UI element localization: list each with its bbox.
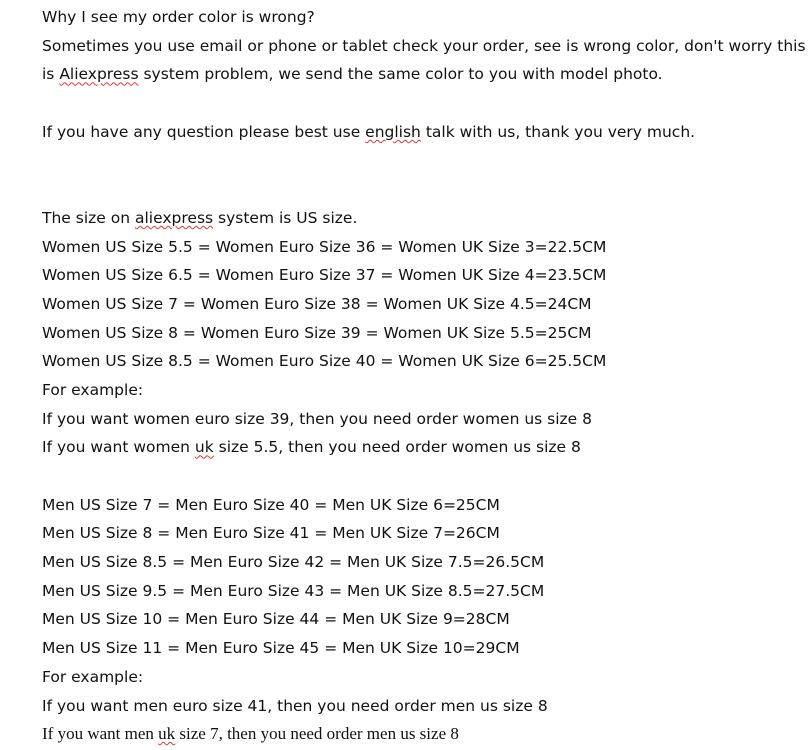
- order-color-explanation-line-2: [42, 60, 802, 89]
- text-fragment: talk with us, thank you very much.: [420, 122, 696, 141]
- women-size-row: Women US Size 7 = Women Euro Size 38 = Women UK Size 4.5=24CM: [42, 294, 592, 313]
- spellcheck-marked-word: aliexpress: [134, 208, 214, 227]
- women-example-line-2: [42, 433, 802, 462]
- blank-line: [42, 175, 802, 204]
- women-size-row: Women US Size 8 = Women Euro Size 39 = Women UK Size 5.5=25CM: [42, 323, 592, 342]
- text-fragment: system is US size.: [213, 208, 358, 227]
- size-intro: [42, 204, 802, 233]
- text-fragment: is: [42, 65, 60, 84]
- women-example-line-1: If you want women euro size 39, then you need order women us size 8: [42, 409, 593, 428]
- blank-line: [42, 462, 802, 491]
- blank-line: [42, 146, 802, 175]
- document-body: [42, 3, 806, 749]
- spellcheck-marked-word: english: [365, 122, 421, 141]
- women-example-heading: For example:: [42, 380, 144, 399]
- men-size-row: Men US Size 8.5 = Men Euro Size 42 = Men UK Size 7.5=26.5CM: [42, 553, 545, 572]
- men-example-heading: For example:: [42, 667, 144, 686]
- men-size-row: Men US Size 8 = Men Euro Size 41 = Men UK Size 7=26CM: [42, 524, 500, 543]
- text-fragment: size 5.5, then you need order women us size 8: [213, 438, 581, 457]
- men-example-line-1: If you want men euro size 41, then you need order men us size 8: [42, 696, 548, 715]
- men-size-list: [42, 491, 802, 663]
- men-size-row: Men US Size 9.5 = Men Euro Size 43 = Men UK Size 8.5=27.5CM: [42, 581, 545, 600]
- men-example-line-2: [42, 720, 802, 749]
- contact-note: [42, 118, 802, 147]
- blank-line: [42, 89, 802, 118]
- text-fragment: size 7, then you need order men us size 8: [175, 724, 459, 744]
- women-size-row: Women US Size 5.5 = Women Euro Size 36 = Women UK Size 3=22.5CM: [42, 237, 607, 256]
- men-size-row: Men US Size 10 = Men Euro Size 44 = Men UK Size 9=28CM: [42, 610, 510, 629]
- text-fragment: system problem, we send the same color to you with model photo.: [138, 65, 663, 84]
- text-fragment: If you want women: [42, 438, 195, 457]
- men-size-row: Men US Size 11 = Men Euro Size 45 = Men UK Size 10=29CM: [42, 639, 520, 658]
- women-size-list: [42, 233, 802, 376]
- text-fragment: The size on: [42, 208, 135, 227]
- spellcheck-marked-word: Aliexpress: [59, 65, 139, 84]
- women-size-row: Women US Size 8.5 = Women Euro Size 40 = Women UK Size 6=25.5CM: [42, 352, 607, 371]
- women-size-row: Women US Size 6.5 = Women Euro Size 37 = Women UK Size 4=23.5CM: [42, 266, 607, 285]
- men-size-row: Men US Size 7 = Men Euro Size 40 = Men UK Size 6=25CM: [42, 495, 500, 514]
- text-fragment: If you want men: [42, 724, 159, 744]
- order-color-question: Why I see my order color is wrong?: [42, 8, 315, 26]
- spellcheck-marked-word: uk: [194, 438, 214, 457]
- text-fragment: If you have any question please best use: [42, 122, 366, 141]
- spellcheck-marked-word: uk: [158, 724, 176, 744]
- order-color-explanation-line-1: Sometimes you use email or phone or tablet check your order, see is wrong color, don't worry this: [42, 36, 806, 55]
